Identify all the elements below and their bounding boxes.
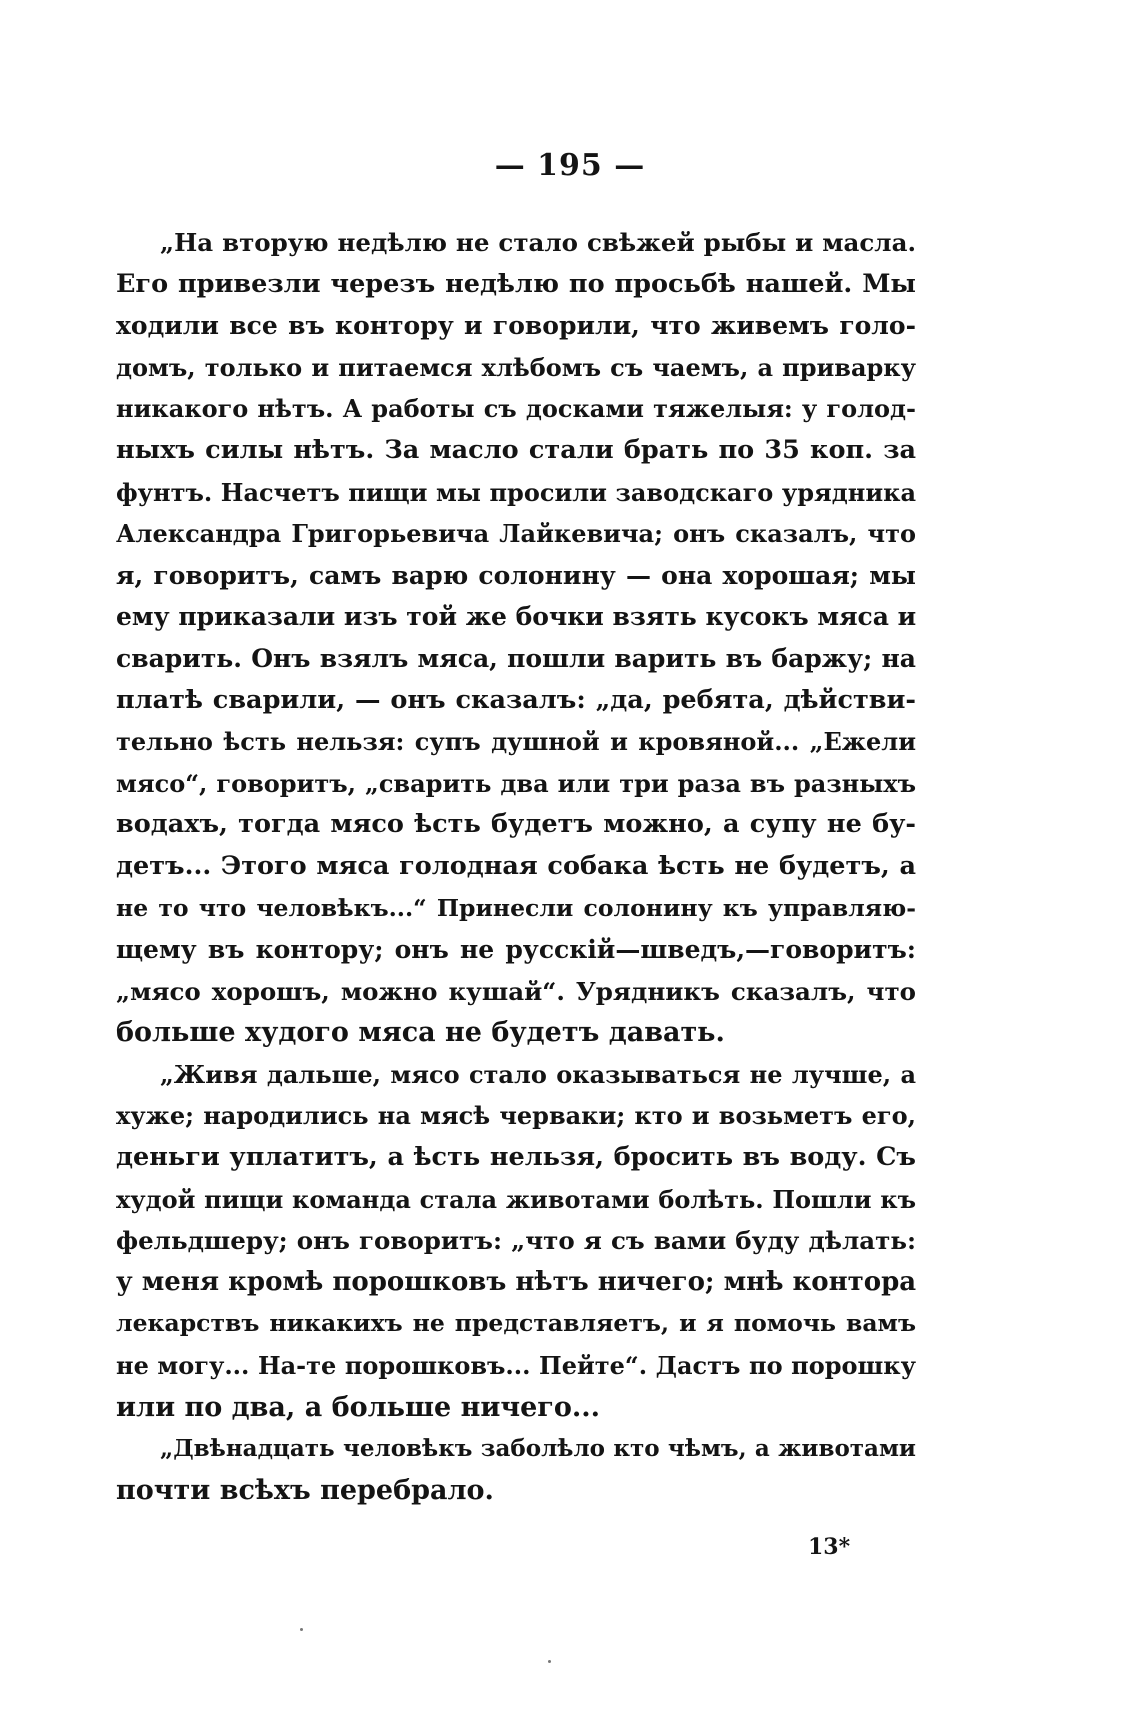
text-line: тельно ѣсть нельзя: супъ душной и кровяной... „Ежели (116, 727, 916, 757)
signature-mark: 13* (808, 1534, 851, 1560)
text-line: домъ, только и питаемся хлѣбомъ съ чаемъ, а приварку (116, 352, 916, 382)
text-line: фунтъ. Насчетъ пищи мы просили заводскаго урядника (116, 477, 916, 507)
text-line: деньги уплатитъ, а ѣсть нельзя, бросить въ воду. Съ (116, 1142, 916, 1173)
text-line: больше худого мяса не будетъ давать. (116, 1017, 725, 1049)
text-line: ныхъ силы нѣтъ. За масло стали брать по 35 коп. за (116, 434, 916, 465)
text-line: я, говоритъ, самъ варю солонину — она хорошая; мы (116, 560, 916, 590)
text-line: почти всѣхъ перебрало. (116, 1474, 494, 1506)
body-text (116, 222, 916, 1511)
text-line: хуже; народились на мясѣ черваки; кто и возьметъ его, (116, 1101, 916, 1131)
text-line: сварить. Онъ взялъ мяса, пошли варить въ баржу; на (116, 643, 916, 673)
text-line: фельдшеру; онъ говоритъ: „что я съ вами буду дѣлать: (116, 1226, 916, 1256)
text-line: мясо“, говоритъ, „сварить два или три раза въ разныхъ (116, 768, 916, 798)
text-line: детъ... Этого мяса голодная собака ѣсть не будетъ, а (116, 850, 916, 881)
page-number: — 195 — (494, 148, 646, 183)
text-line: ходили все въ контору и говорили, что живемъ голо- (116, 311, 916, 341)
text-line: щему въ контору; онъ не русскій—шведъ,—говоритъ: (116, 935, 916, 965)
text-line: Его привезли черезъ недѣлю по просьбѣ нашей. Мы (116, 268, 916, 299)
scan-speck (548, 1660, 551, 1663)
text-line: или по два, а больше ничего... (116, 1391, 601, 1423)
text-line: ему приказали изъ той же бочки взять кусокъ мяса и (116, 602, 916, 632)
text-line: худой пищи команда стала животами болѣть. Пошли къ (116, 1184, 916, 1214)
text-line: „Двѣнадцать человѣкъ заболѣло кто чѣмъ, а животами (160, 1435, 916, 1463)
text-line: не могу... На-те порошковъ... Пейте“. Дастъ по порошку (116, 1351, 916, 1381)
scan-speck (300, 1628, 303, 1631)
text-line: „мясо хорошъ, можно кушай“. Урядникъ сказалъ, что (116, 976, 916, 1006)
text-line: лекарствъ никакихъ не представляетъ, и я помочь вамъ (116, 1309, 916, 1338)
text-line: Александра Григорьевича Лайкевича; онъ сказалъ, что (116, 519, 916, 549)
text-line: „На вторую недѣлю не стало свѣжей рыбы и масла. (160, 228, 916, 257)
text-line: водахъ, тогда мясо ѣсть будетъ можно, а супу не бу- (116, 809, 916, 840)
text-line: платѣ сварили, — онъ сказалъ: „да, ребята, дѣйстви- (116, 684, 916, 715)
text-line: „Живя дальше, мясо стало оказываться не лучше, а (160, 1059, 916, 1089)
text-line: не то что человѣкъ...“ Принесли солонину къ управляю- (116, 893, 916, 922)
text-line: никакого нѣтъ. А работы съ досками тяжелыя: у голод- (116, 394, 916, 424)
text-line: у меня кромѣ порошковъ нѣтъ ничего; мнѣ контора (116, 1266, 916, 1297)
